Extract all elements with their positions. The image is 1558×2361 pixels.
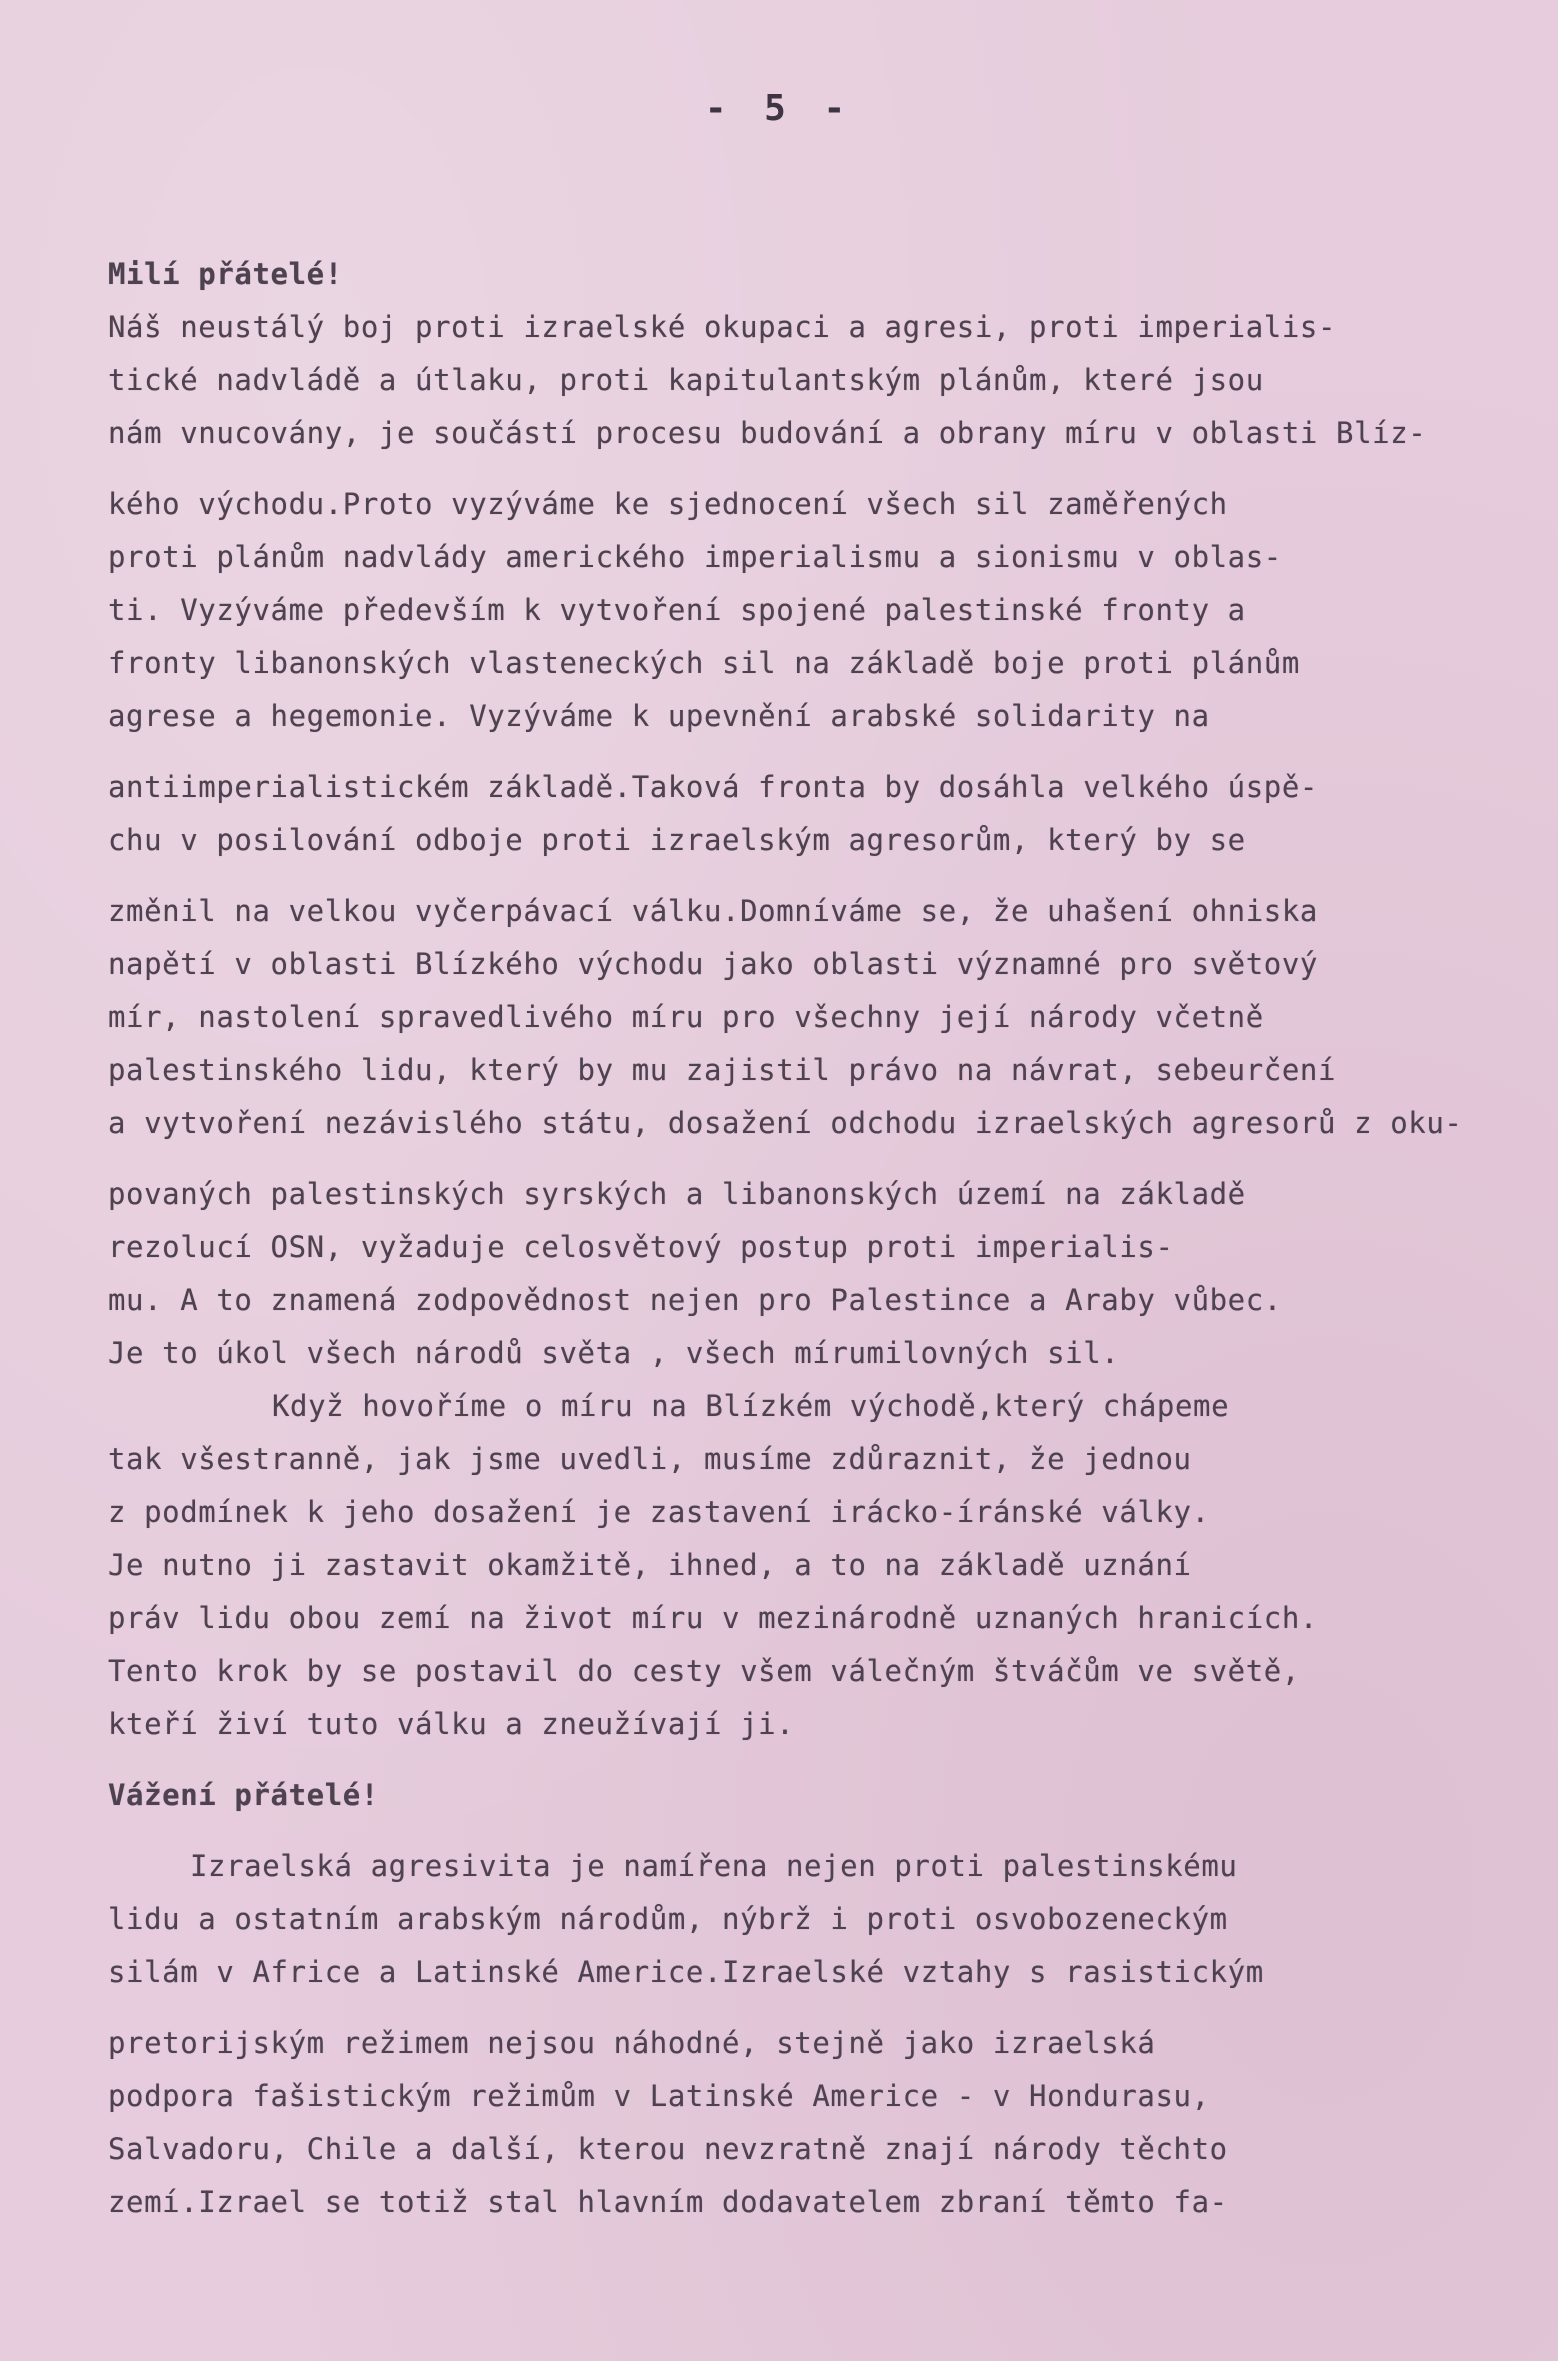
text-line: povaných palestinských syrských a libanonských území na základě — [108, 1177, 1246, 1211]
text-line: kého východu.Proto vyzýváme ke sjednocení všech sil zaměřených — [108, 487, 1228, 521]
text-line: nám vnucovány, je součástí procesu budování a obrany míru v oblasti Blíz- — [108, 416, 1427, 450]
text-line: práv lidu obou zemí na život míru v mezinárodně uznaných hranicích. — [108, 1601, 1318, 1635]
text-line: chu v posilování odboje proti izraelským agresorům, který by se — [108, 823, 1246, 857]
page-number: - 5 - — [704, 88, 854, 129]
text-line: Je nutno ji zastavit okamžitě, ihned, a to na základě uznání — [108, 1548, 1192, 1582]
text-line: lidu a ostatním arabským národům, nýbrž i proti osvobozeneckým — [108, 1902, 1228, 1936]
text-line: zemí.Izrael se totiž stal hlavním dodavatelem zbraní těmto fa- — [108, 2185, 1228, 2219]
text-line: mu. A to znamená zodpovědnost nejen pro Palestince a Araby vůbec. — [108, 1283, 1282, 1317]
text-line: Salvadoru, Chile a další, kterou nevzratně znají národy těchto — [108, 2132, 1228, 2166]
text-line: a vytvoření nezávislého státu, dosažení odchodu izraelských agresorů z oku- — [108, 1106, 1463, 1140]
text-line: mír, nastolení spravedlivého míru pro všechny její národy včetně — [108, 1000, 1264, 1034]
text-line: Tento krok by se postavil do cesty všem válečným štváčům ve světě, — [108, 1654, 1300, 1688]
text-line: pretorijským režimem nejsou náhodné, stejně jako izraelská — [108, 2026, 1156, 2060]
text-line: z podmínek k jeho dosažení je zastavení irácko-íránské války. — [108, 1495, 1210, 1529]
text-line: tak všestranně, jak jsme uvedli, musíme zdůraznit, že jednou — [108, 1442, 1192, 1476]
greeting-line: Milí přátelé! — [108, 257, 343, 291]
text-line: fronty libanonských vlasteneckých sil na základě boje proti plánům — [108, 646, 1300, 680]
text-line: podpora fašistickým režimům v Latinské Americe - v Hondurasu, — [108, 2079, 1210, 2113]
greeting-line: Vážení přátelé! — [108, 1778, 379, 1812]
text-line: Náš neustálý boj proti izraelské okupaci a agresi, proti imperialis- — [108, 310, 1337, 344]
text-line: agrese a hegemonie. Vyzýváme k upevnění arabské solidarity na — [108, 699, 1210, 733]
text-line: silám v Africe a Latinské Americe.Izraelské vztahy s rasistickým — [108, 1955, 1264, 1989]
text-line: rezolucí OSN, vyžaduje celosvětový postup proti imperialis- — [108, 1230, 1174, 1264]
text-line: kteří živí tuto válku a zneužívají ji. — [108, 1707, 795, 1741]
text-line: ti. Vyzýváme především k vytvoření spojené palestinské fronty a — [108, 593, 1246, 627]
document-body — [108, 248, 1528, 2229]
text-line: antiimperialistickém základě.Taková fronta by dosáhla velkého úspě- — [108, 770, 1318, 804]
text-line: proti plánům nadvlády amerického imperialismu a sionismu v oblas- — [108, 540, 1282, 574]
text-line: Když hovoříme o míru na Blízkém východě,který chápeme — [272, 1389, 1230, 1423]
text-line: Je to úkol všech národů světa , všech mírumilovných sil. — [108, 1336, 1120, 1370]
text-line: napětí v oblasti Blízkého východu jako oblasti významné pro světový — [108, 947, 1318, 981]
text-line: Izraelská agresivita je namířena nejen proti palestinskému — [190, 1849, 1238, 1883]
text-line: palestinského lidu, který by mu zajistil právo na návrat, sebeurčení — [108, 1053, 1337, 1087]
text-line: tické nadvládě a útlaku, proti kapitulantským plánům, které jsou — [108, 363, 1264, 397]
text-line: změnil na velkou vyčerpávací válku.Domníváme se, že uhašení ohniska — [108, 894, 1318, 928]
